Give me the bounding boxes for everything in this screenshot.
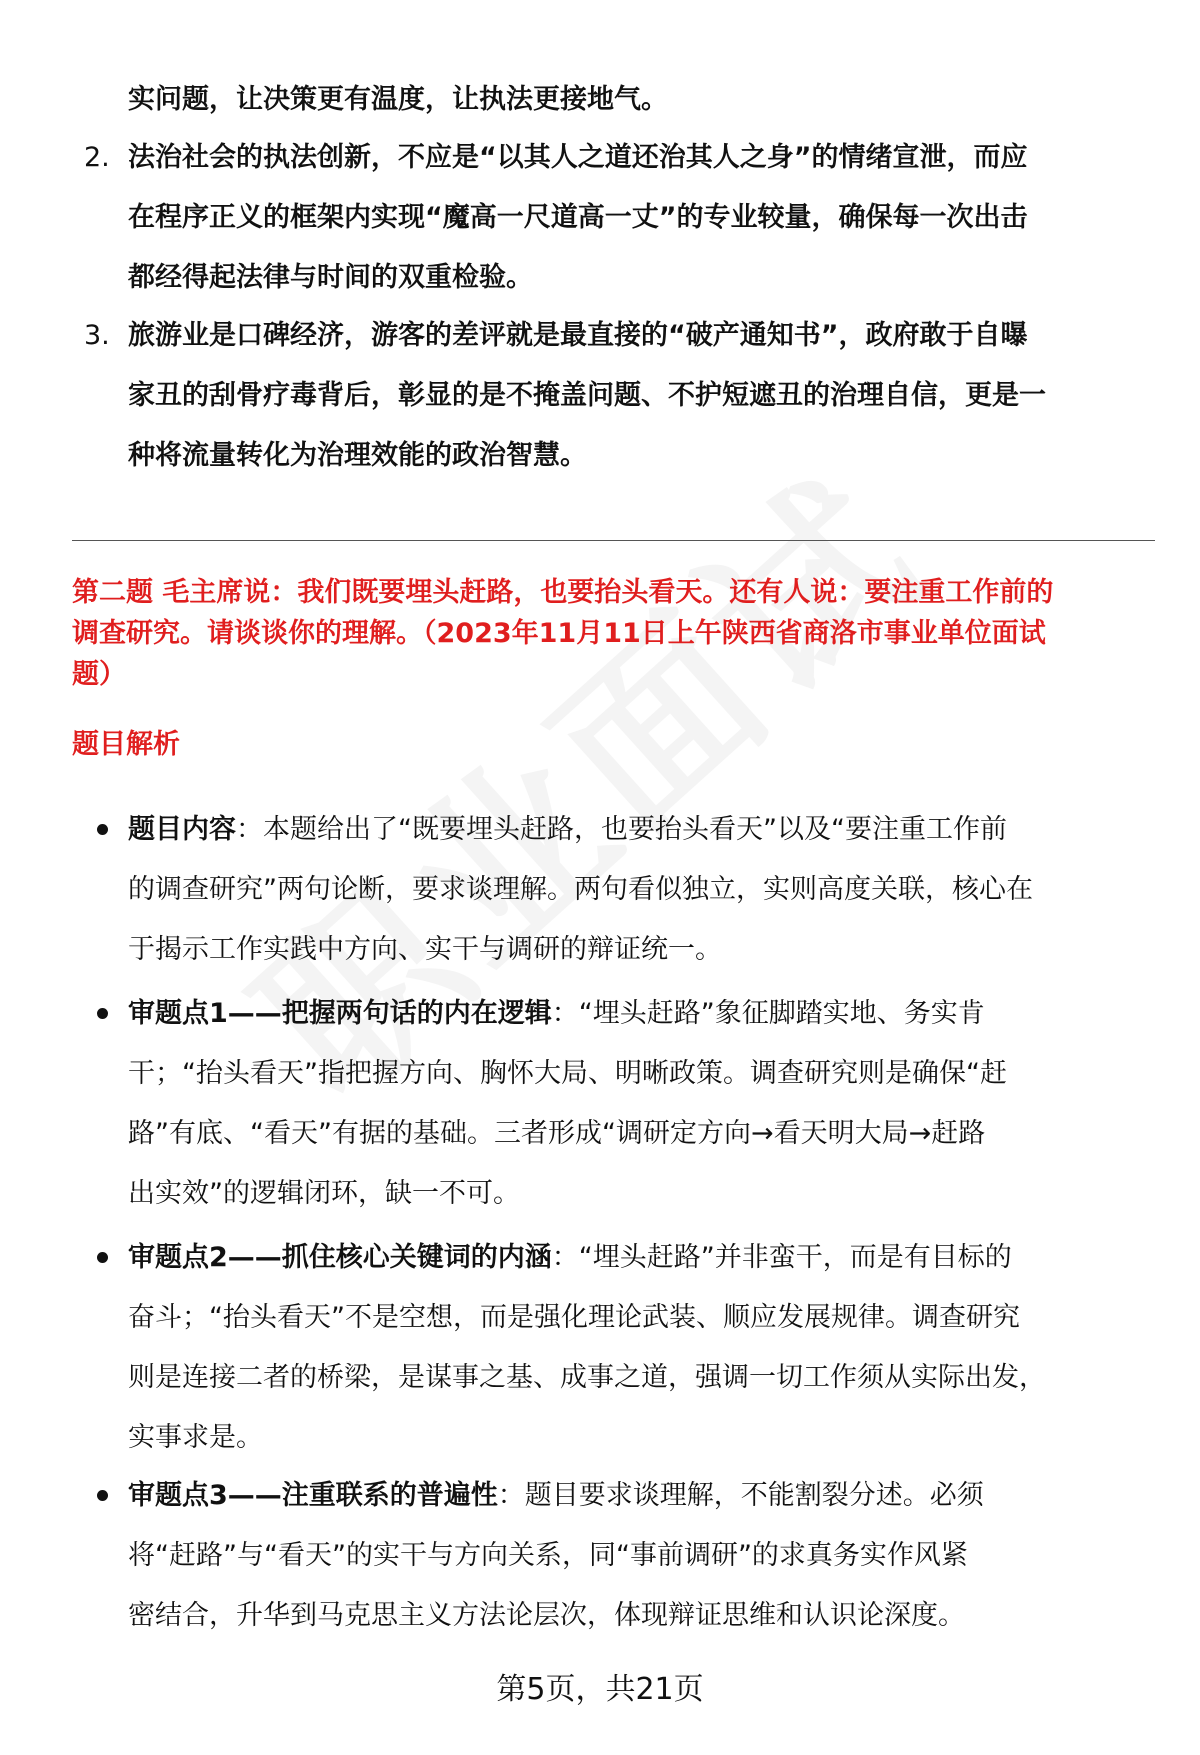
list-item-2-line: 法治社会的执法创新，不应是“以其人之道还治其人之身”的情绪宣泄，而应	[128, 142, 1028, 173]
list-item-1-tail: 实问题，让决策更有温度，让执法更接地气。	[128, 84, 668, 115]
list-item-3-line: 旅游业是口碑经济，游客的差评就是最直接的“破产通知书”，政府敢于自曝	[128, 320, 1028, 351]
question-line: 题）	[72, 659, 126, 690]
question-line: 第二题 毛主席说：我们既要埋头赶路，也要抬头看天。还有人说：要注重工作前的	[72, 577, 1054, 608]
bullet-dot	[97, 1490, 108, 1501]
bullet-first-line	[128, 984, 1138, 1044]
bullet-text-line: 的调查研究”两句论断，要求谈理解。两句看似独立，实则高度关联，核心在	[128, 874, 1033, 905]
bullet-text-line: 实事求是。	[128, 1422, 263, 1453]
list-item-3-line: 家丑的刮骨疗毒背后，彰显的是不掩盖问题、不护短遮丑的治理自信，更是一	[128, 380, 1046, 411]
bullet-dot	[97, 1008, 108, 1019]
bullet-text-line: 出实效”的逻辑闭环，缺一不可。	[128, 1178, 520, 1209]
bullet-text-line: 则是连接二者的桥梁，是谋事之基、成事之道，强调一切工作须从实际出发，	[128, 1362, 1046, 1393]
bullet-label: 审题点1——把握两句话的内在逻辑	[128, 998, 552, 1029]
list-item-3-line: 种将流量转化为治理效能的政治智慧。	[128, 440, 587, 471]
question-line: 调查研究。请谈谈你的理解。（2023年11月11日上午陕西省商洛市事业单位面试	[72, 618, 1046, 649]
bullet-text: ：“埋头赶路”并非蛮干，而是有目标的	[551, 1242, 1012, 1273]
bullet-first-line	[128, 800, 1138, 860]
bullet-text-line: 路”有底、“看天”有据的基础。三者形成“调研定方向→看天明大局→赶路	[128, 1118, 986, 1149]
bullet-label: 审题点2——抓住核心关键词的内涵	[128, 1242, 552, 1273]
bullet-text: ：“埋头赶路”象征脚踏实地、务实肯	[551, 998, 985, 1029]
bullet-dot	[97, 1252, 108, 1263]
list-item-2-line: 都经得起法律与时间的双重检验。	[128, 262, 533, 293]
list-number-2: 2.	[84, 142, 110, 173]
bullet-label: 题目内容	[128, 814, 236, 845]
bullet-text-line: 奋斗；“抬头看天”不是空想，而是强化理论武装、顺应发展规律。调查研究	[128, 1302, 1020, 1333]
bullet-dot	[97, 824, 108, 835]
list-number-3: 3.	[84, 320, 110, 351]
section-divider	[72, 540, 1155, 541]
bullet-first-line	[128, 1466, 1138, 1526]
bullet-text-line: 将“赶路”与“看天”的实干与方向关系，同“事前调研”的求真务实作风紧	[128, 1540, 968, 1571]
bullet-text-line: 于揭示工作实践中方向、实干与调研的辩证统一。	[128, 934, 722, 965]
analysis-heading: 题目解析	[72, 729, 180, 760]
bullet-text: ：题目要求谈理解，不能割裂分述。必须	[497, 1480, 984, 1511]
bullet-text: ：本题给出了“既要埋头赶路，也要抬头看天”以及“要注重工作前	[236, 814, 1007, 845]
bullet-text-line: 干；“抬头看天”指把握方向、胸怀大局、明晰政策。调查研究则是确保“赶	[128, 1058, 1007, 1089]
list-item-2-line: 在程序正义的框架内实现“魔高一尺道高一丈”的专业较量，确保每一次出击	[128, 202, 1028, 233]
bullet-label: 审题点3——注重联系的普遍性	[128, 1480, 498, 1511]
bullet-first-line	[128, 1228, 1138, 1288]
bullet-text-line: 密结合，升华到马克思主义方法论层次，体现辩证思维和认识论深度。	[128, 1600, 965, 1631]
page-number-footer: 第5页，共21页	[496, 1672, 704, 1707]
